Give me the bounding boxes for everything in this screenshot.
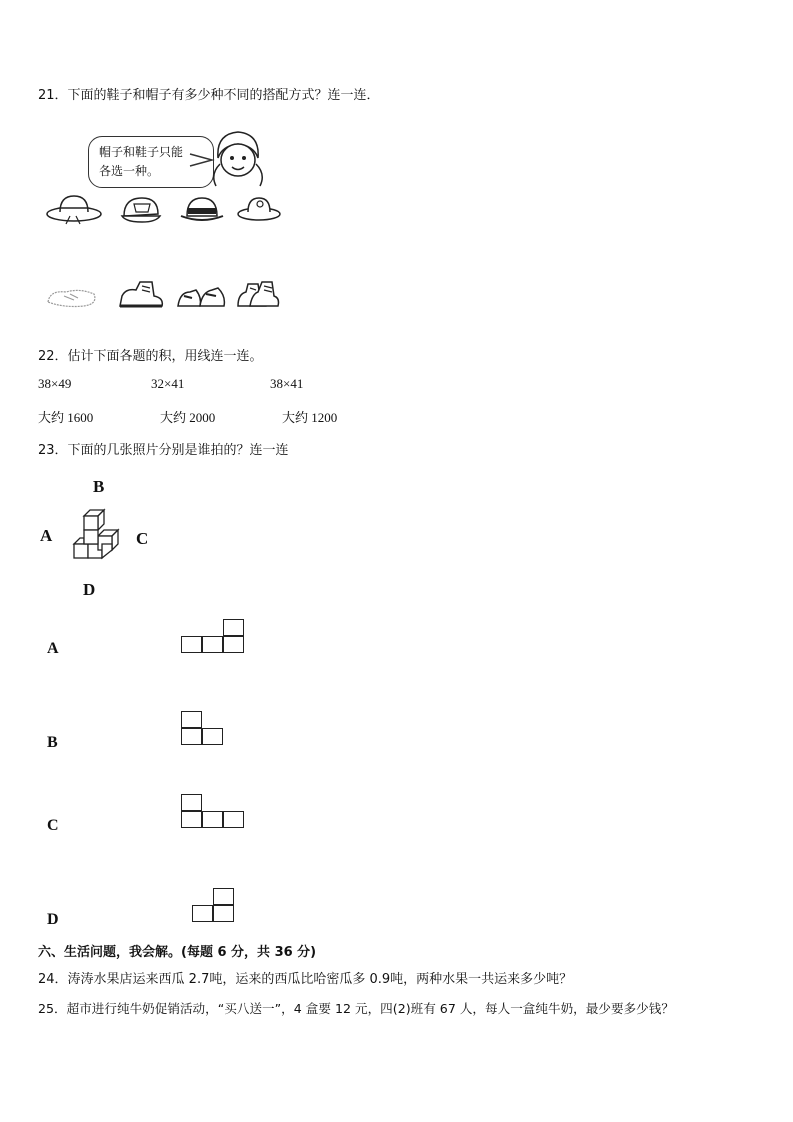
view-d-cell [213, 888, 234, 905]
q22-text: 22．估计下面各题的积，用线连一连。 [38, 349, 263, 364]
expression-1: 38×49 [38, 376, 72, 391]
fedora-hat-icon [177, 192, 227, 226]
estimate-1: 大约 1600 [38, 410, 94, 425]
slipper-icon [44, 284, 100, 312]
estimate-3: 大约 1200 [282, 410, 338, 425]
view-label-a: A [47, 640, 59, 657]
view-c-cell [181, 811, 202, 828]
view-c-cell [181, 794, 202, 811]
position-label-bottom: D [83, 580, 96, 599]
view-a-cell [223, 619, 244, 636]
section-6-heading: 六、生活问题，我会解。(每题 6 分，共 36 分) [38, 945, 317, 960]
view-c-cell [202, 811, 223, 828]
view-a-cell [202, 636, 223, 653]
bubble-line-2: 各选一种。 [99, 164, 160, 178]
expression-2: 32×41 [151, 376, 185, 391]
position-label-right: C [136, 529, 149, 548]
estimate-2: 大约 2000 [160, 410, 216, 425]
position-label-top: B [93, 477, 105, 496]
view-c-cell [223, 811, 244, 828]
expression-3: 38×41 [270, 376, 304, 391]
view-b-cell [181, 728, 202, 745]
view-label-b: B [47, 734, 58, 751]
view-b-cell [181, 711, 202, 728]
sneakers-icon [176, 280, 226, 312]
bubble-line-1: 帽子和鞋子只能 [99, 145, 184, 159]
view-b [181, 711, 231, 749]
hat-icon [44, 190, 104, 228]
view-a-cell [181, 636, 202, 653]
position-label-left: A [40, 526, 53, 545]
view-b-cell [202, 728, 223, 745]
q23-text: 23．下面的几张照片分别是谁拍的？连一连 [38, 443, 289, 458]
view-d-cell [213, 905, 234, 922]
sun-hat-icon [236, 192, 282, 226]
view-a [181, 618, 251, 656]
view-c [181, 794, 251, 832]
q21-text: 21．下面的鞋子和帽子有多少种不同的搭配方式？连一连． [38, 88, 380, 103]
view-d-cell [192, 905, 213, 922]
view-d [192, 888, 242, 926]
view-a-cell [223, 636, 244, 653]
view-label-c: C [47, 817, 59, 834]
girl-icon [210, 128, 266, 190]
boot-icon [116, 278, 166, 312]
high-top-shoes-icon [234, 278, 282, 312]
q24-text: 24．涛涛水果店运来西瓜 2.7吨，运来的西瓜比哈密瓜多 0.9吨，两种水果一共运来多少吨？ [38, 972, 573, 987]
cube-stack-icon [70, 508, 122, 566]
q25-text: 25．超市进行纯牛奶促销活动，“买八送一”，4 盒要 12 元，四(2)班有 67 人，每人一盒纯牛奶，最少要多少钱？ [38, 1001, 674, 1016]
view-label-d: D [47, 911, 59, 928]
cap-icon [116, 192, 166, 228]
